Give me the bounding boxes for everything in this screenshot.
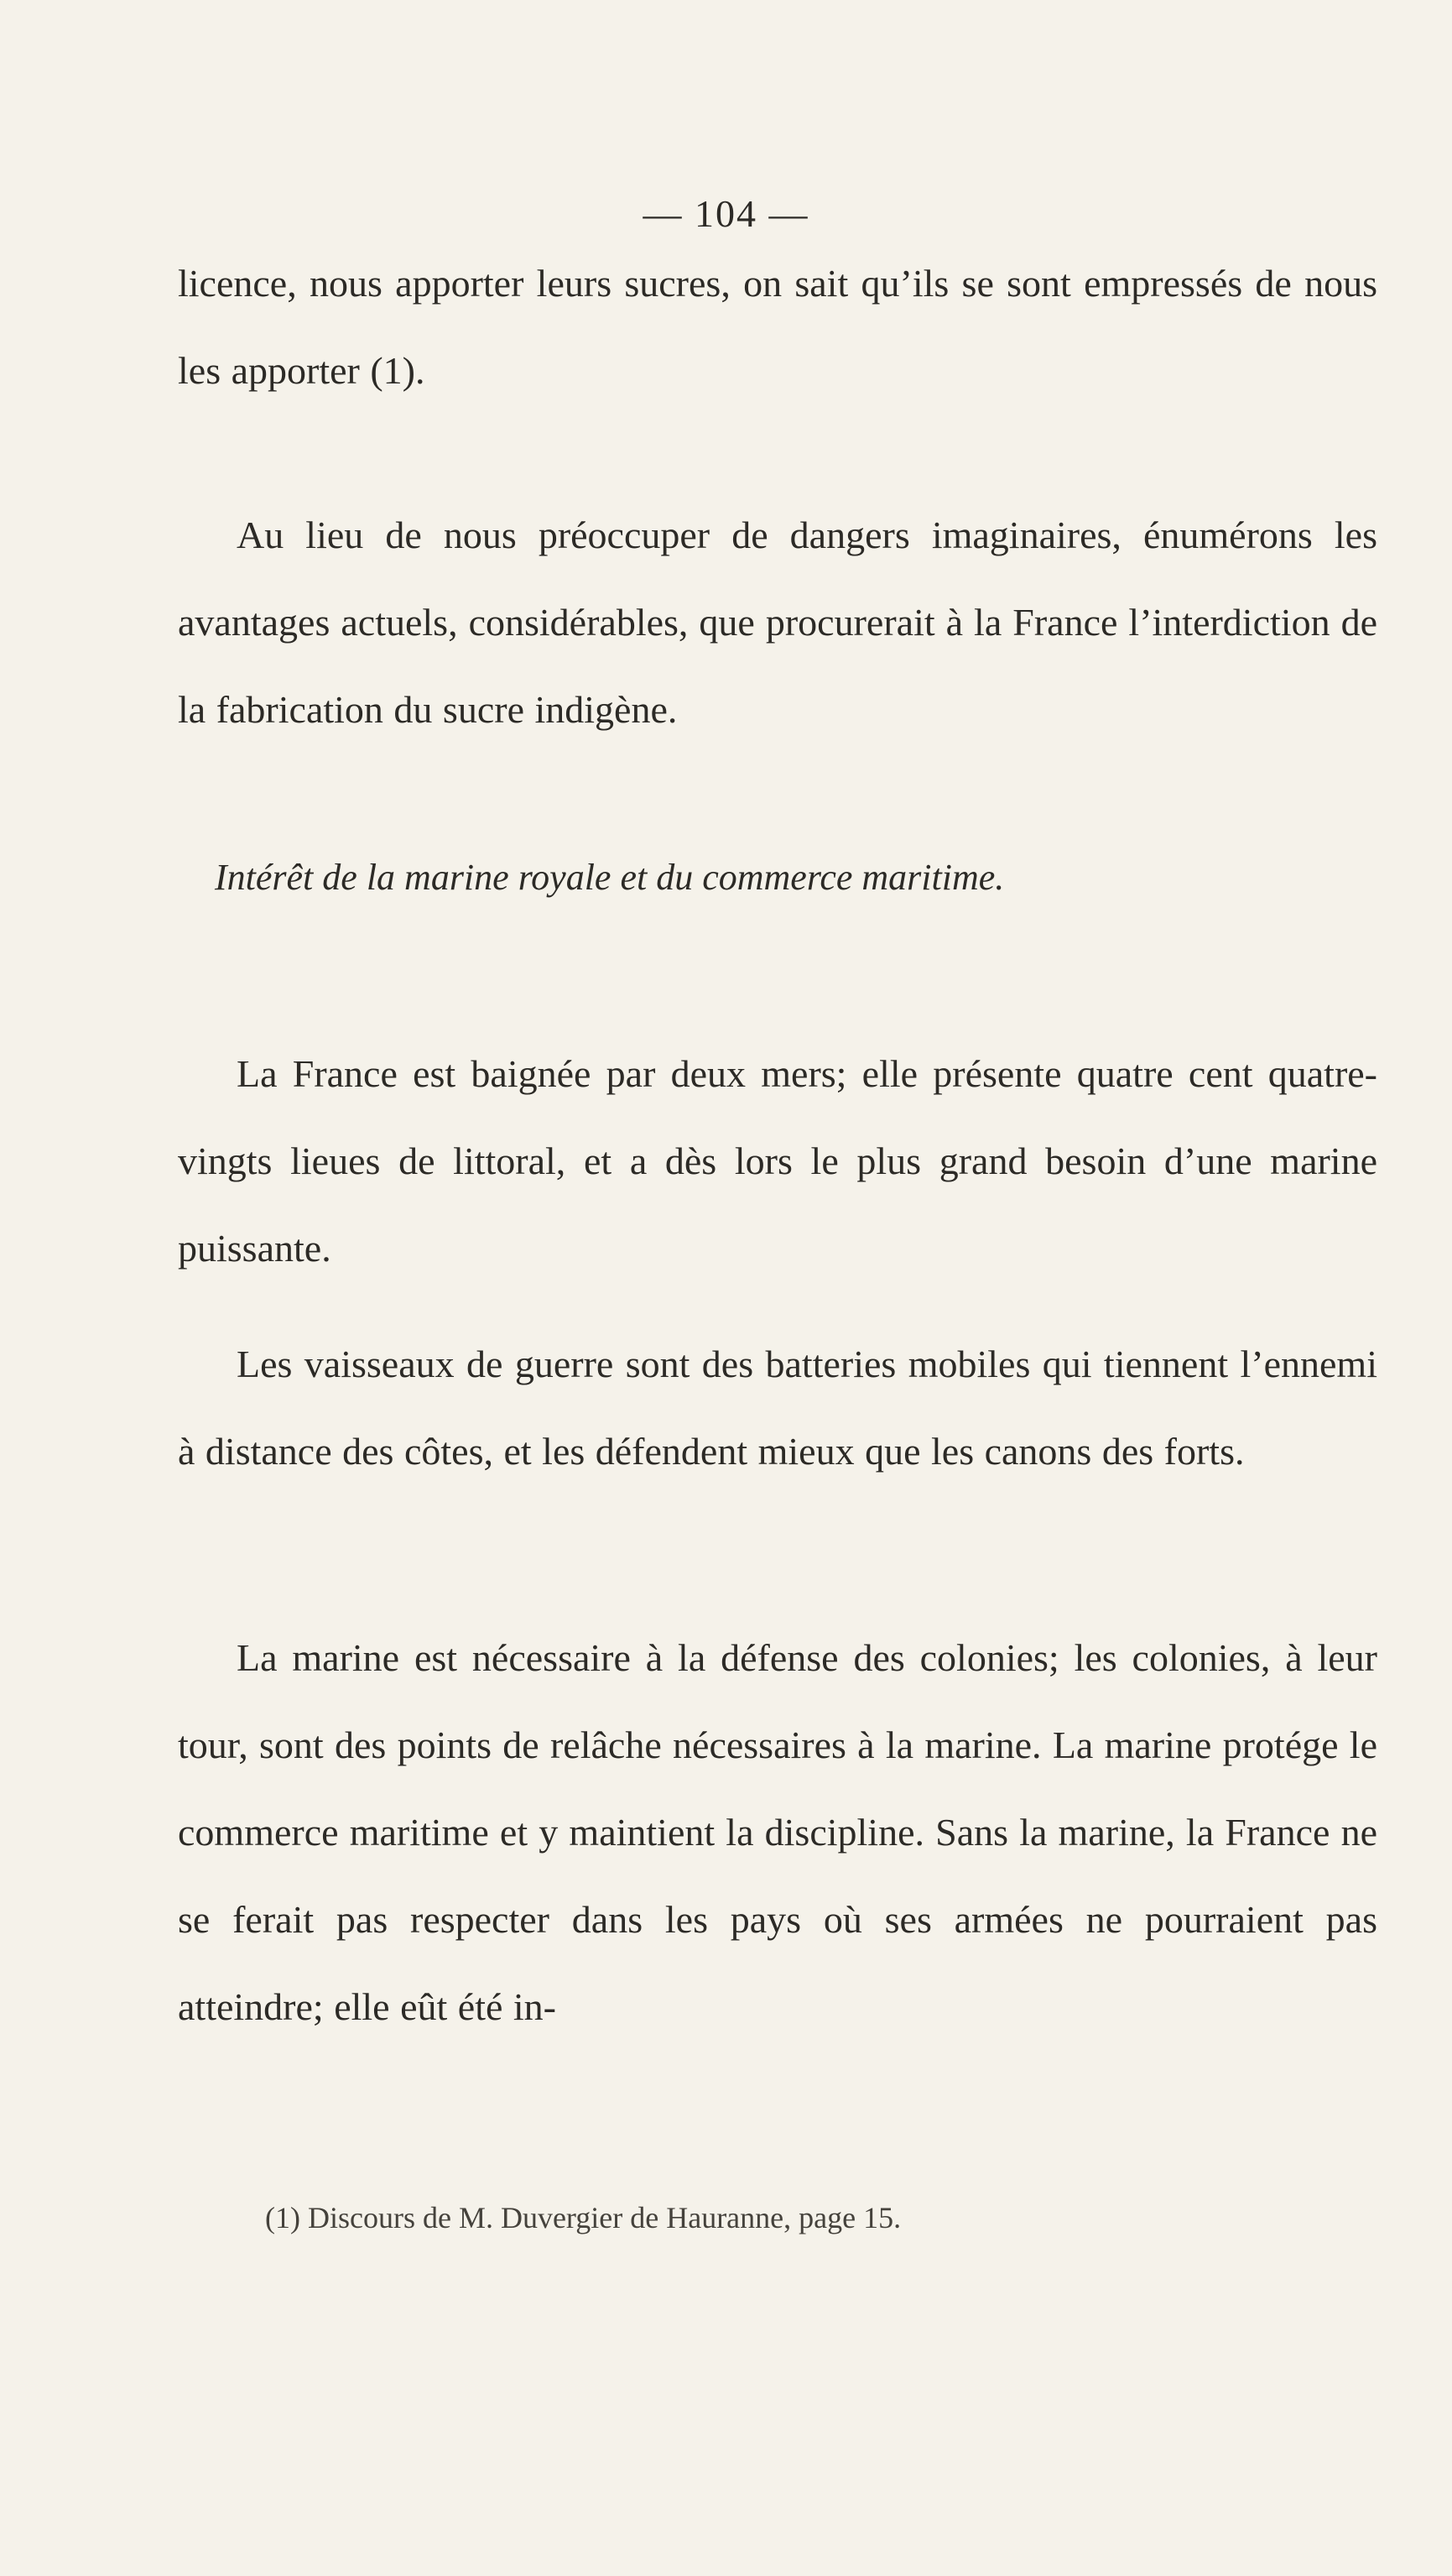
section-heading: Intérêt de la marine royale et du commerce maritime.	[215, 857, 1005, 898]
paragraph-text: La France est baignée par deux mers; elle présente quatre cent quatre-vingts lieues de littoral, et a dès lors le plus grand besoin d’une marine puissante.	[178, 1052, 1377, 1270]
paragraph-text: Les vaisseaux de guerre sont des batteries mobiles qui tiennent l’ennemi à distance des côtes, et les défendent mieux que les canons des forts.	[178, 1343, 1377, 1473]
footnote: (1) Discours de M. Duvergier de Hauranne, page 15.	[265, 2201, 902, 2234]
paragraph-france-seas	[178, 1030, 1377, 1292]
paragraph-dangers	[178, 492, 1377, 754]
paragraph-text: licence, nous apporter leurs sucres, on sait qu’ils se sont empressés de nous les apporter (1).	[178, 262, 1377, 392]
paragraph-warships	[178, 1321, 1377, 1495]
paragraph-text: Au lieu de nous préoccuper de dangers imaginaires, énumérons les avantages actuels, considérables, que procurerait à la France l’interdiction de la fabrication du sucre indigène.	[178, 514, 1377, 731]
page-number: — 104 —	[643, 192, 809, 235]
paragraph-text: La marine est nécessaire à la défense des colonies; les colonies, à leur tour, sont des points de relâche nécessaires à la marine. La marine protége le commerce maritime et y maintient la discipline. Sans la marine, la France ne se ferait pas respecter dans les pays où ses armées ne pourraient pas atteindre; elle eût été in-	[178, 1636, 1377, 2028]
paragraph-marine	[178, 1614, 1377, 2051]
paragraph-continuation	[178, 240, 1377, 415]
